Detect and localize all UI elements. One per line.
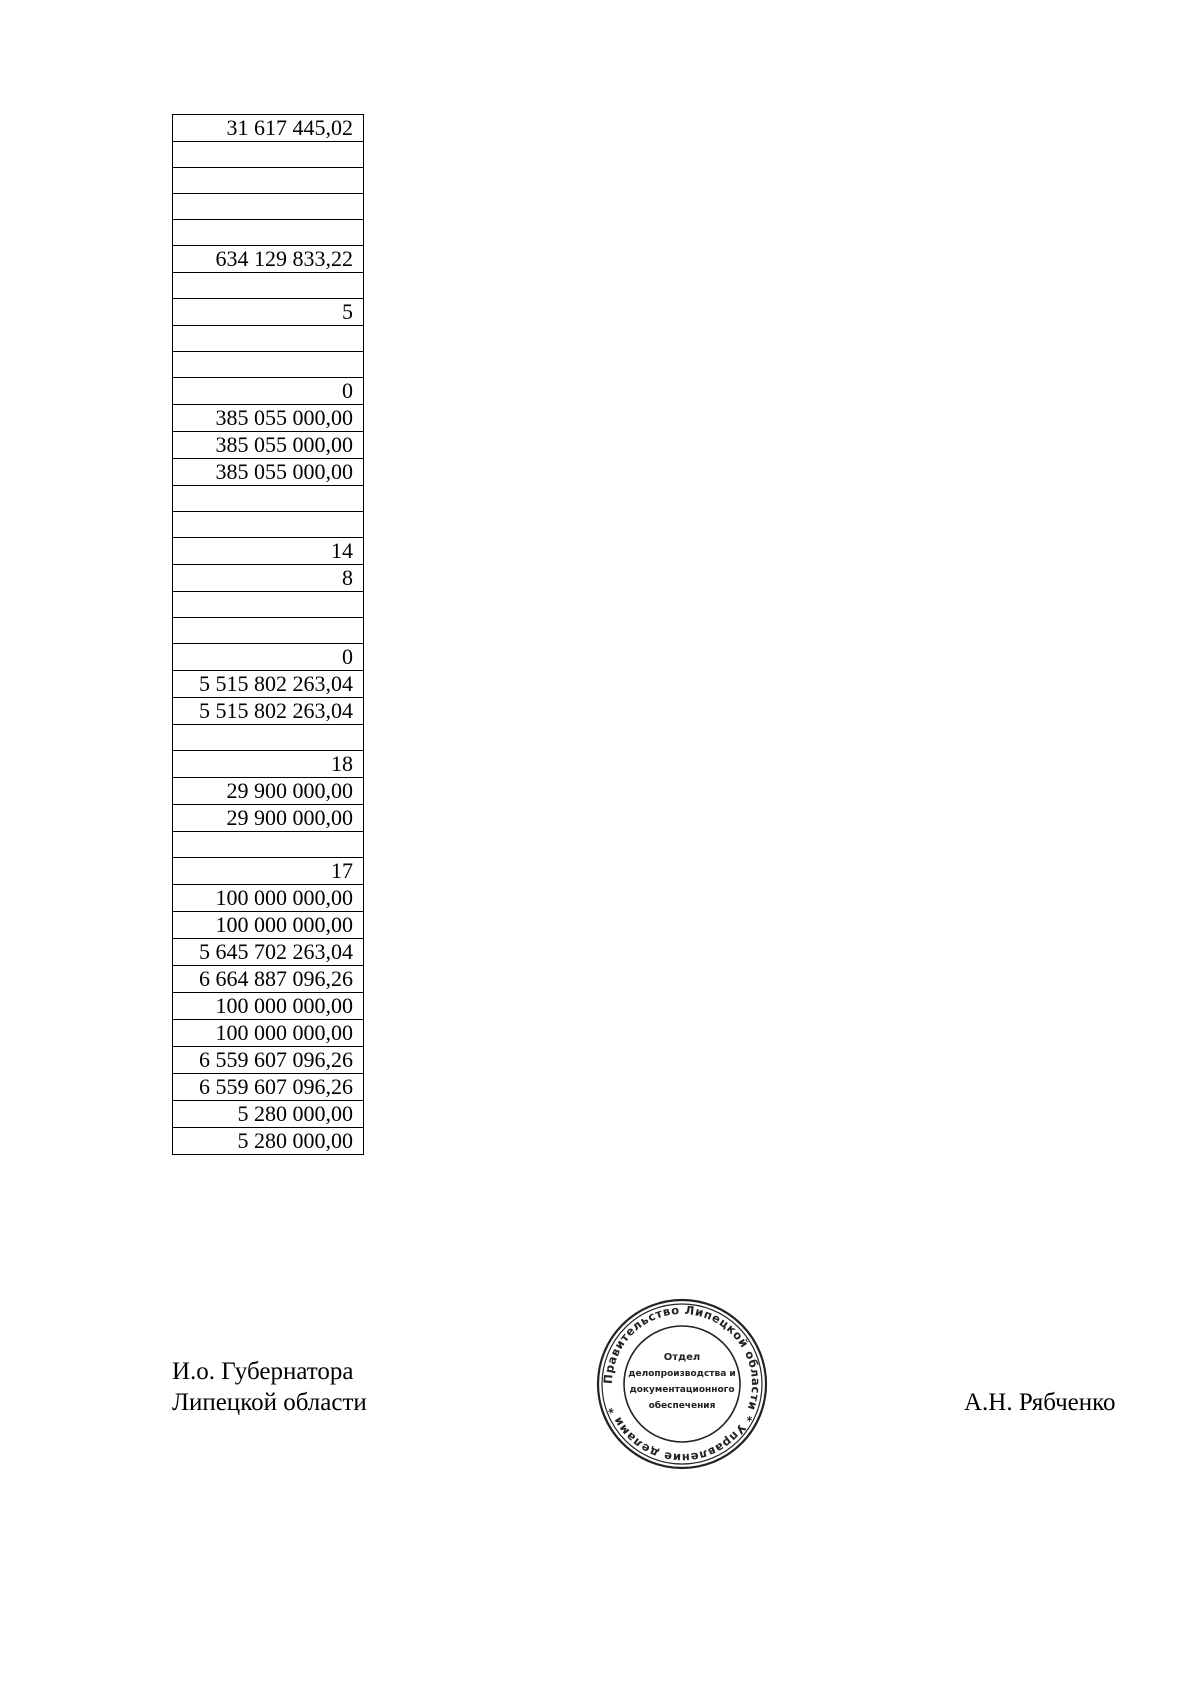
table-row (173, 805, 364, 832)
official-seal-icon (594, 1296, 770, 1472)
table-cell-value (173, 142, 364, 168)
table-cell-value (173, 725, 364, 751)
table-cell-value: 17 (173, 858, 364, 885)
table-row (173, 885, 364, 912)
table-row (173, 832, 364, 858)
table-cell-value: 100 000 000,00 (173, 993, 364, 1020)
table-row (173, 644, 364, 671)
table-cell-value: 0 (173, 644, 364, 671)
table-cell-value (173, 592, 364, 618)
table-row (173, 966, 364, 993)
table-row (173, 115, 364, 142)
table-row (173, 432, 364, 459)
signatory-position-line-1: И.о. Губернатора (172, 1358, 354, 1385)
seal-center-line-1: Отдел (663, 1352, 701, 1363)
table-cell-value (173, 832, 364, 858)
table-cell-value: 5 515 802 263,04 (173, 698, 364, 725)
table-cell-value: 8 (173, 565, 364, 592)
table-row (173, 939, 364, 966)
table-cell-value: 29 900 000,00 (173, 805, 364, 832)
table-cell-value (173, 168, 364, 194)
table-row (173, 459, 364, 486)
table-row (173, 378, 364, 405)
values-table (172, 114, 364, 1155)
table-row (173, 778, 364, 805)
table-cell-value: 6 664 887 096,26 (173, 966, 364, 993)
table-row (173, 725, 364, 751)
table-row (173, 142, 364, 168)
table-cell-value: 385 055 000,00 (173, 432, 364, 459)
table-row (173, 194, 364, 220)
table-cell-value: 100 000 000,00 (173, 912, 364, 939)
table-row (173, 671, 364, 698)
table-row (173, 993, 364, 1020)
table-row (173, 751, 364, 778)
table-row (173, 326, 364, 352)
table-cell-value: 5 280 000,00 (173, 1101, 364, 1128)
table-cell-value: 31 617 445,02 (173, 115, 364, 142)
table-row (173, 299, 364, 326)
table-cell-value: 634 129 833,22 (173, 246, 364, 273)
table-row (173, 912, 364, 939)
table-row (173, 352, 364, 378)
table-cell-value (173, 352, 364, 378)
table-row (173, 565, 364, 592)
table-cell-value: 0 (173, 378, 364, 405)
table-row (173, 538, 364, 565)
table-cell-value (173, 220, 364, 246)
table-cell-value (173, 273, 364, 299)
table-row (173, 592, 364, 618)
table-row (173, 618, 364, 644)
signatory-position-line-2: Липецкой области (172, 1389, 367, 1416)
table-row (173, 1020, 364, 1047)
table-cell-value: 6 559 607 096,26 (173, 1074, 364, 1101)
table-row (173, 168, 364, 194)
table-cell-value: 14 (173, 538, 364, 565)
table-cell-value: 385 055 000,00 (173, 405, 364, 432)
seal-outer-text: Правительство Липецкой области * Управление делами * (600, 1302, 764, 1466)
table-row (173, 1101, 364, 1128)
signatory-position (172, 1356, 367, 1418)
table-cell-value: 6 559 607 096,26 (173, 1047, 364, 1074)
table-cell-value: 100 000 000,00 (173, 885, 364, 912)
table-row (173, 486, 364, 512)
values-table-body (173, 115, 364, 1155)
seal-center-line-2: делопроизводства и (628, 1369, 736, 1379)
table-cell-value: 29 900 000,00 (173, 778, 364, 805)
table-row (173, 512, 364, 538)
table-cell-value (173, 512, 364, 538)
table-cell-value (173, 486, 364, 512)
table-row (173, 405, 364, 432)
table-row (173, 273, 364, 299)
table-cell-value (173, 618, 364, 644)
signatory-name: А.Н. Рябченко (964, 1389, 1116, 1416)
table-cell-value: 18 (173, 751, 364, 778)
table-row (173, 246, 364, 273)
table-row (173, 1074, 364, 1101)
table-row (173, 1047, 364, 1074)
table-cell-value: 5 515 802 263,04 (173, 671, 364, 698)
table-row (173, 858, 364, 885)
table-cell-value: 5 (173, 299, 364, 326)
table-cell-value (173, 194, 364, 220)
table-cell-value (173, 326, 364, 352)
seal-center-line-4: обеспечения (648, 1401, 716, 1411)
table-cell-value: 100 000 000,00 (173, 1020, 364, 1047)
table-cell-value: 5 645 702 263,04 (173, 939, 364, 966)
table-row (173, 1128, 364, 1155)
table-cell-value: 385 055 000,00 (173, 459, 364, 486)
table-row (173, 220, 364, 246)
table-row (173, 698, 364, 725)
table-cell-value: 5 280 000,00 (173, 1128, 364, 1155)
seal-center-line-3: документационного (629, 1385, 735, 1395)
